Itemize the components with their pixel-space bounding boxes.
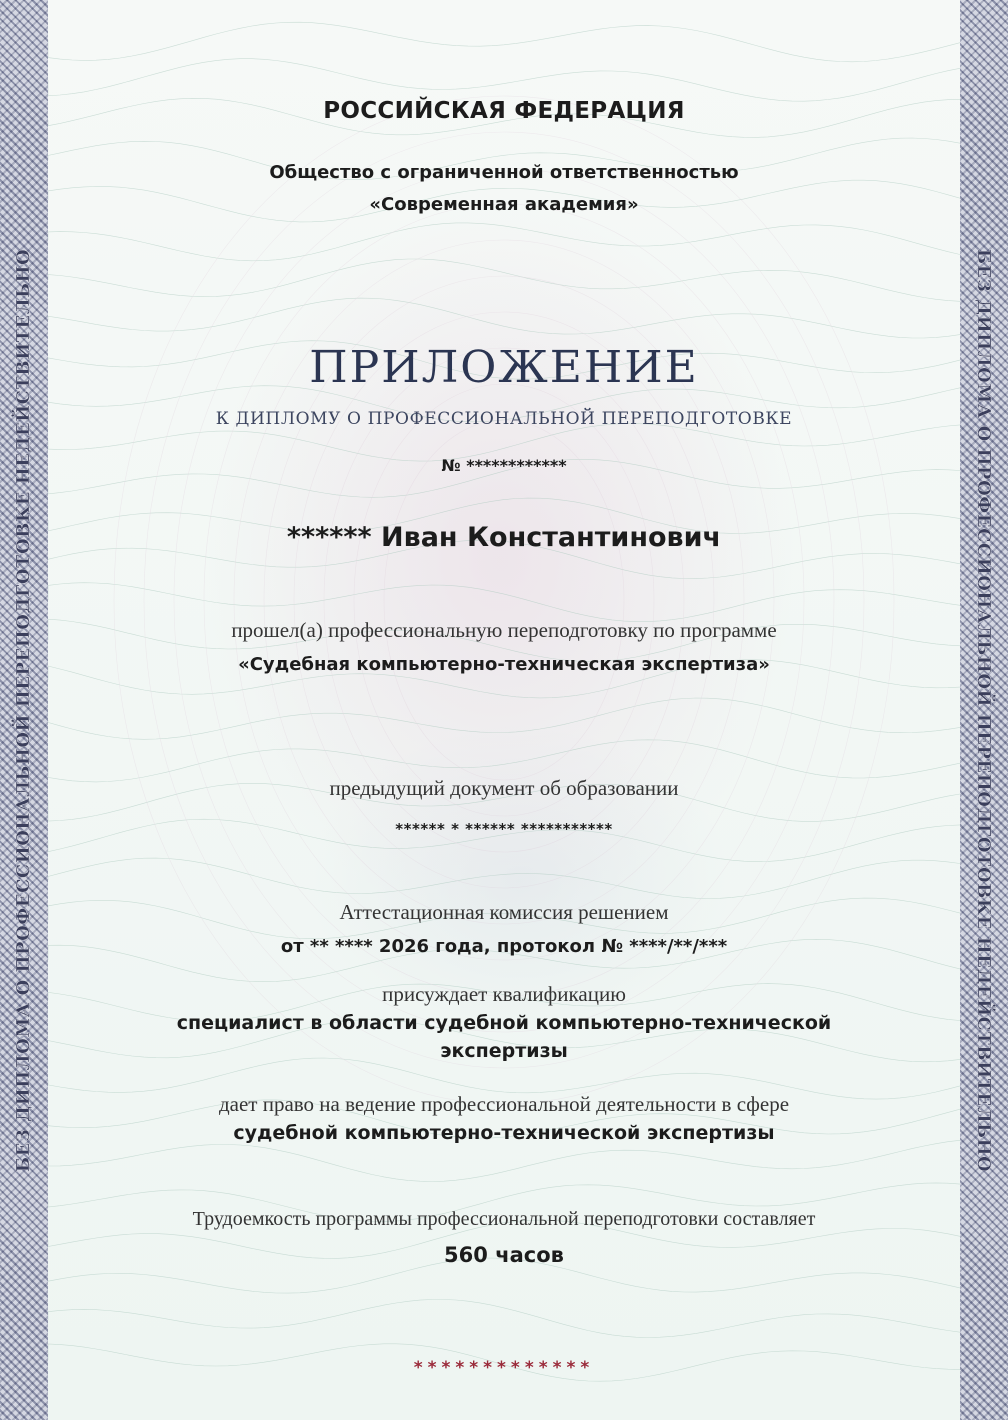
left-border-caption: [0, 0, 48, 1420]
activity-sphere: судебной компьютерно-технической экспертизы: [233, 1122, 775, 1144]
organization-line-2: «Современная академия»: [369, 194, 639, 215]
guilloche-rosette: [354, 384, 654, 816]
awards-text: присуждает квалификацию: [382, 982, 626, 1006]
country-heading: РОССИЙСКАЯ ФЕДЕРАЦИЯ: [323, 98, 685, 124]
completed-text: прошел(а) профессиональную переподготовку по программе: [231, 618, 777, 642]
guilloche-wave: [48, 698, 960, 739]
commission-text: Аттестационная комиссия решением: [339, 900, 669, 924]
guilloche-wave: [48, 223, 960, 261]
guilloche-wave: [48, 59, 960, 101]
organization-line-1: Общество с ограниченной ответственностью: [269, 162, 739, 183]
guilloche-rosette: [294, 312, 714, 888]
rights-text: дает право на ведение профессиональной деятельности в сфере: [218, 1092, 790, 1116]
left-border-text: БЕЗ ДИПЛОМА О ПРОФЕССИОНАЛЬНОЙ ПЕРЕПОДГОТОВКЕ НЕДЕЙСТВИТЕЛЬНО: [13, 248, 35, 1172]
guilloche-wave: [48, 298, 960, 338]
qualification-line-2: экспертизы: [440, 1040, 568, 1062]
right-border-text: БЕЗ ДИПЛОМА О ПРОФЕССИОНАЛЬНОЙ ПЕРЕПОДГОТОВКЕ НЕДЕЙСТВИТЕЛЬНО: [973, 248, 995, 1172]
guilloche-wave: [48, 1140, 960, 1181]
document-subtitle: К ДИПЛОМУ О ПРОФЕССИОНАЛЬНОЙ ПЕРЕПОДГОТОВКЕ: [215, 409, 793, 429]
qualification-line-1: специалист в области судебной компьютерно-технической: [176, 1012, 832, 1034]
holder-full-name: ****** Иван Константинович: [286, 522, 722, 553]
document-number: № ************: [441, 456, 567, 475]
program-name: «Судебная компьютерно-техническая экспертиза»: [238, 654, 770, 675]
previous-document-value: ****** * ****** ***********: [395, 820, 613, 838]
previous-document-label: предыдущий документ об образовании: [329, 776, 679, 800]
program-hours-label: Трудоемкость программы профессиональной переподготовки составляет: [192, 1208, 816, 1230]
guilloche-wave: [48, 1300, 960, 1338]
document-title: ПРИЛОЖЕНИЕ: [309, 342, 699, 393]
guilloche-wave: [48, 22, 960, 62]
program-hours: 560 часов: [444, 1243, 564, 1267]
commission-decision: от ** **** 2026 года, протокол № ****/**/***: [280, 936, 728, 957]
right-border-caption: [960, 0, 1008, 1420]
guilloche-wave: [48, 259, 960, 301]
serial-number: *************: [413, 1358, 595, 1378]
guilloche-wave: [48, 858, 960, 898]
guilloche-wave: [48, 583, 960, 622]
